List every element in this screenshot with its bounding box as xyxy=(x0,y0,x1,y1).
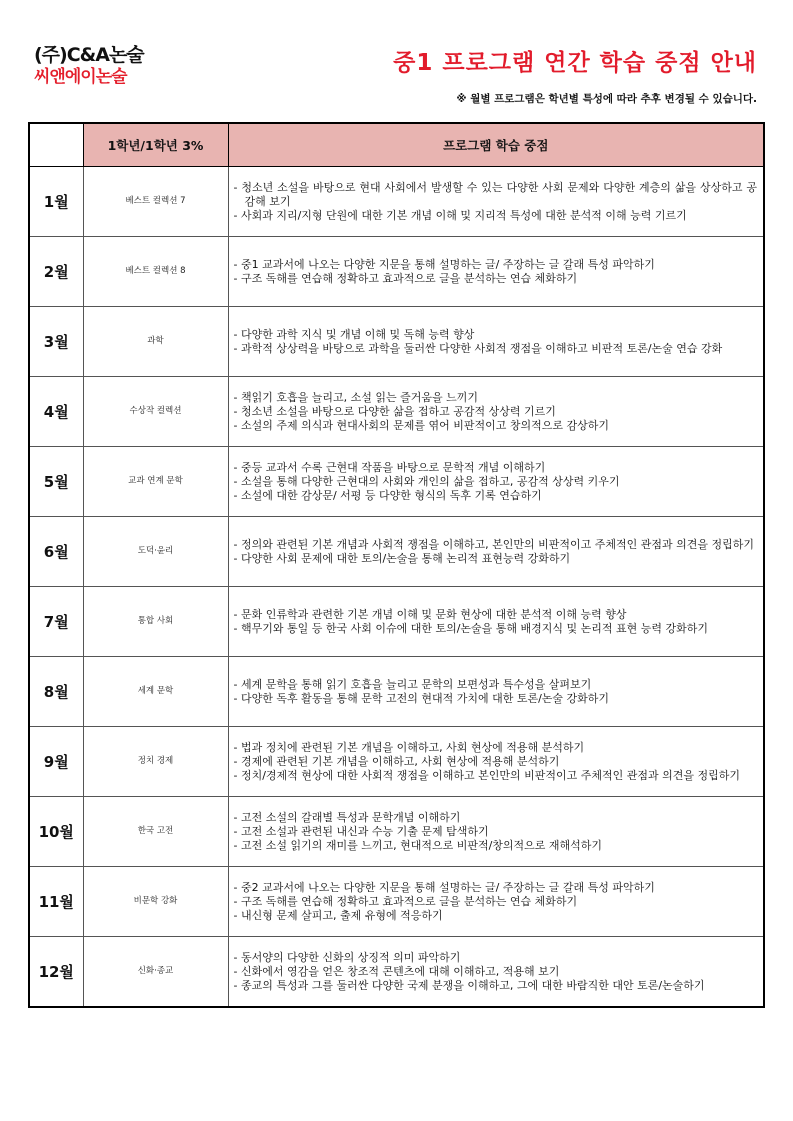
program-cell xyxy=(83,727,228,797)
focus-cell xyxy=(228,377,764,447)
program-cell xyxy=(83,377,228,447)
focus-item: - 다양한 과학 지식 및 개념 이해 및 독해 능력 향상 xyxy=(234,328,758,342)
focus-item: - 중1 교과서에 나오는 다양한 지문을 통해 설명하는 글/ 주장하는 글 갈래 특성 파악하기 xyxy=(234,258,758,272)
table-row xyxy=(29,727,764,797)
month-cell: 3월 xyxy=(29,307,83,377)
program-name: 비문학 강화 xyxy=(133,896,178,906)
header-program: 1학년/1학년 3% xyxy=(83,123,228,167)
header-corner-cell xyxy=(29,123,83,167)
program-name: 베스트 컬렉션 7 xyxy=(125,196,186,206)
focus-item: - 소설의 주제 의식과 현대사회의 문제를 엮어 비판적이고 창의적으로 감상하기 xyxy=(234,419,758,433)
focus-item: - 법과 정치에 관련된 기본 개념을 이해하고, 사회 현상에 적용해 분석하기 xyxy=(234,741,758,755)
header-focus: 프로그램 학습 중점 xyxy=(228,123,764,167)
program-name: 세계 문학 xyxy=(137,686,174,696)
program-cell xyxy=(83,517,228,587)
program-cell xyxy=(83,937,228,1008)
focus-item: - 구조 독해를 연습해 정확하고 효과적으로 글을 분석하는 연습 체화하기 xyxy=(234,895,758,909)
curriculum-table xyxy=(28,122,765,1008)
focus-item: - 청소년 소설을 바탕으로 다양한 삶을 접하고 공감적 상상력 기르기 xyxy=(234,405,758,419)
program-name: 과학 xyxy=(147,336,164,346)
month-cell: 11월 xyxy=(29,867,83,937)
focus-cell xyxy=(228,727,764,797)
program-cell xyxy=(83,447,228,517)
table-row xyxy=(29,167,764,237)
program-name: 베스트 컬렉션 8 xyxy=(125,266,186,276)
month-cell: 7월 xyxy=(29,587,83,657)
focus-cell xyxy=(228,307,764,377)
focus-item: - 고전 소설의 갈래별 특성과 문학개념 이해하기 xyxy=(234,811,758,825)
program-name: 통합 사회 xyxy=(137,616,174,626)
focus-item: - 동서양의 다양한 신화의 상징적 의미 파악하기 xyxy=(234,951,758,965)
month-cell: 12월 xyxy=(29,937,83,1008)
focus-item: - 사회과 지리/지형 단원에 대한 기본 개념 이해 및 지리적 특성에 대한 분석적 이해 능력 기르기 xyxy=(234,209,758,223)
focus-item: - 문화 인류학과 관련한 기본 개념 이해 및 문화 현상에 대한 분석적 이해 능력 향상 xyxy=(234,608,758,622)
table-row xyxy=(29,517,764,587)
program-name: 도덕·윤리 xyxy=(137,546,174,556)
page-title: 중1 프로그램 연간 학습 중점 안내 xyxy=(393,50,757,76)
table-row xyxy=(29,377,764,447)
table-row xyxy=(29,797,764,867)
focus-item: - 다양한 사회 문제에 대한 토의/논술을 통해 논리적 표현능력 강화하기 xyxy=(234,552,758,566)
table-row xyxy=(29,867,764,937)
table-row xyxy=(29,657,764,727)
focus-cell xyxy=(228,587,764,657)
focus-list xyxy=(234,678,758,706)
focus-list xyxy=(234,608,758,636)
program-cell xyxy=(83,307,228,377)
schedule-notice: ※ 월별 프로그램은 학년별 특성에 따라 추후 변경될 수 있습니다. xyxy=(456,93,757,105)
logo-text-korean: 씨앤에이논술 xyxy=(34,67,127,87)
focus-item: - 과학적 상상력을 바탕으로 과학을 둘러싼 다양한 사회적 쟁점을 이해하고 비판적 토론/논술 연습 강화 xyxy=(234,342,758,356)
focus-list xyxy=(234,951,758,993)
focus-item: - 중2 교과서에 나오는 다양한 지문을 통해 설명하는 글/ 주장하는 글 갈래 특성 파악하기 xyxy=(234,881,758,895)
focus-cell xyxy=(228,657,764,727)
month-cell: 9월 xyxy=(29,727,83,797)
focus-item: - 정의와 관련된 기본 개념과 사회적 쟁점을 이해하고, 본인만의 비판적이고 주체적인 관점과 의견을 정립하기 xyxy=(234,538,758,552)
focus-cell xyxy=(228,517,764,587)
table-row xyxy=(29,447,764,517)
month-cell: 8월 xyxy=(29,657,83,727)
focus-item: - 핵무기와 통일 등 한국 사회 이슈에 대한 토의/논술을 통해 배경지식 및 논리적 표현 능력 강화하기 xyxy=(234,622,758,636)
focus-item: - 중등 교과서 수록 근현대 작품을 바탕으로 문학적 개념 이해하기 xyxy=(234,461,758,475)
table-row xyxy=(29,237,764,307)
table-header-row xyxy=(29,123,764,167)
focus-item: - 신화에서 영감을 얻은 창조적 콘텐츠에 대해 이해하고, 적용해 보기 xyxy=(234,965,758,979)
focus-cell xyxy=(228,867,764,937)
month-cell: 4월 xyxy=(29,377,83,447)
program-name: 교과 연계 문학 xyxy=(128,476,183,486)
table-row xyxy=(29,307,764,377)
program-cell xyxy=(83,867,228,937)
focus-list xyxy=(234,538,758,566)
program-name: 한국 고전 xyxy=(137,826,174,836)
focus-cell xyxy=(228,447,764,517)
focus-item: - 종교의 특성과 그를 둘러싼 다양한 국제 분쟁을 이해하고, 그에 대한 바람직한 대안 토론/논술하기 xyxy=(234,979,758,993)
program-name: 정치 경제 xyxy=(137,756,174,766)
focus-cell xyxy=(228,237,764,307)
focus-list xyxy=(234,461,758,503)
focus-list xyxy=(234,391,758,433)
program-cell xyxy=(83,587,228,657)
table-row xyxy=(29,587,764,657)
logo-text-company: (주)C&A논술 xyxy=(34,44,144,66)
table-row xyxy=(29,937,764,1008)
month-cell: 6월 xyxy=(29,517,83,587)
month-cell: 1월 xyxy=(29,167,83,237)
focus-item: - 경제에 관련된 기본 개념을 이해하고, 사회 현상에 적용해 분석하기 xyxy=(234,755,758,769)
focus-list xyxy=(234,181,758,223)
focus-item: - 세계 문학을 통해 읽기 호흡을 늘리고 문학의 보편성과 특수성을 살펴보기 xyxy=(234,678,758,692)
focus-item: - 고전 소설과 관련된 내신과 수능 기출 문제 탐색하기 xyxy=(234,825,758,839)
program-cell xyxy=(83,797,228,867)
program-cell xyxy=(83,237,228,307)
program-name: 수상작 컬렉션 xyxy=(129,406,182,416)
focus-item: - 청소년 소설을 바탕으로 현대 사회에서 발생할 수 있는 다양한 사회 문제와 다양한 계층의 삶을 상상하고 공감해 보기 xyxy=(234,181,758,209)
program-name: 신화·종교 xyxy=(137,966,174,976)
focus-list xyxy=(234,328,758,356)
company-logo xyxy=(34,44,184,88)
month-cell: 10월 xyxy=(29,797,83,867)
focus-list xyxy=(234,881,758,923)
focus-cell xyxy=(228,797,764,867)
focus-item: - 고전 소설 읽기의 재미를 느끼고, 현대적으로 비판적/창의적으로 재해석하기 xyxy=(234,839,758,853)
focus-list xyxy=(234,741,758,783)
focus-cell xyxy=(228,167,764,237)
focus-item: - 내신형 문제 살피고, 출제 유형에 적응하기 xyxy=(234,909,758,923)
focus-item: - 정치/경제적 현상에 대한 사회적 쟁점을 이해하고 본인만의 비판적이고 주체적인 관점과 의견을 정립하기 xyxy=(234,769,758,783)
focus-item: - 소설에 대한 감상문/ 서평 등 다양한 형식의 독후 기록 연습하기 xyxy=(234,489,758,503)
focus-item: - 다양한 독후 활동을 통해 문학 고전의 현대적 가치에 대한 토론/논술 강화하기 xyxy=(234,692,758,706)
focus-cell xyxy=(228,937,764,1008)
program-cell xyxy=(83,657,228,727)
focus-item: - 책읽기 호흡을 늘리고, 소설 읽는 즐거움을 느끼기 xyxy=(234,391,758,405)
month-cell: 5월 xyxy=(29,447,83,517)
focus-list xyxy=(234,811,758,853)
program-cell xyxy=(83,167,228,237)
focus-item: - 구조 독해를 연습해 정확하고 효과적으로 글을 분석하는 연습 체화하기 xyxy=(234,272,758,286)
focus-item: - 소설을 통해 다양한 근현대의 사회와 개인의 삶을 접하고, 공감적 상상력 키우기 xyxy=(234,475,758,489)
focus-list xyxy=(234,258,758,286)
month-cell: 2월 xyxy=(29,237,83,307)
